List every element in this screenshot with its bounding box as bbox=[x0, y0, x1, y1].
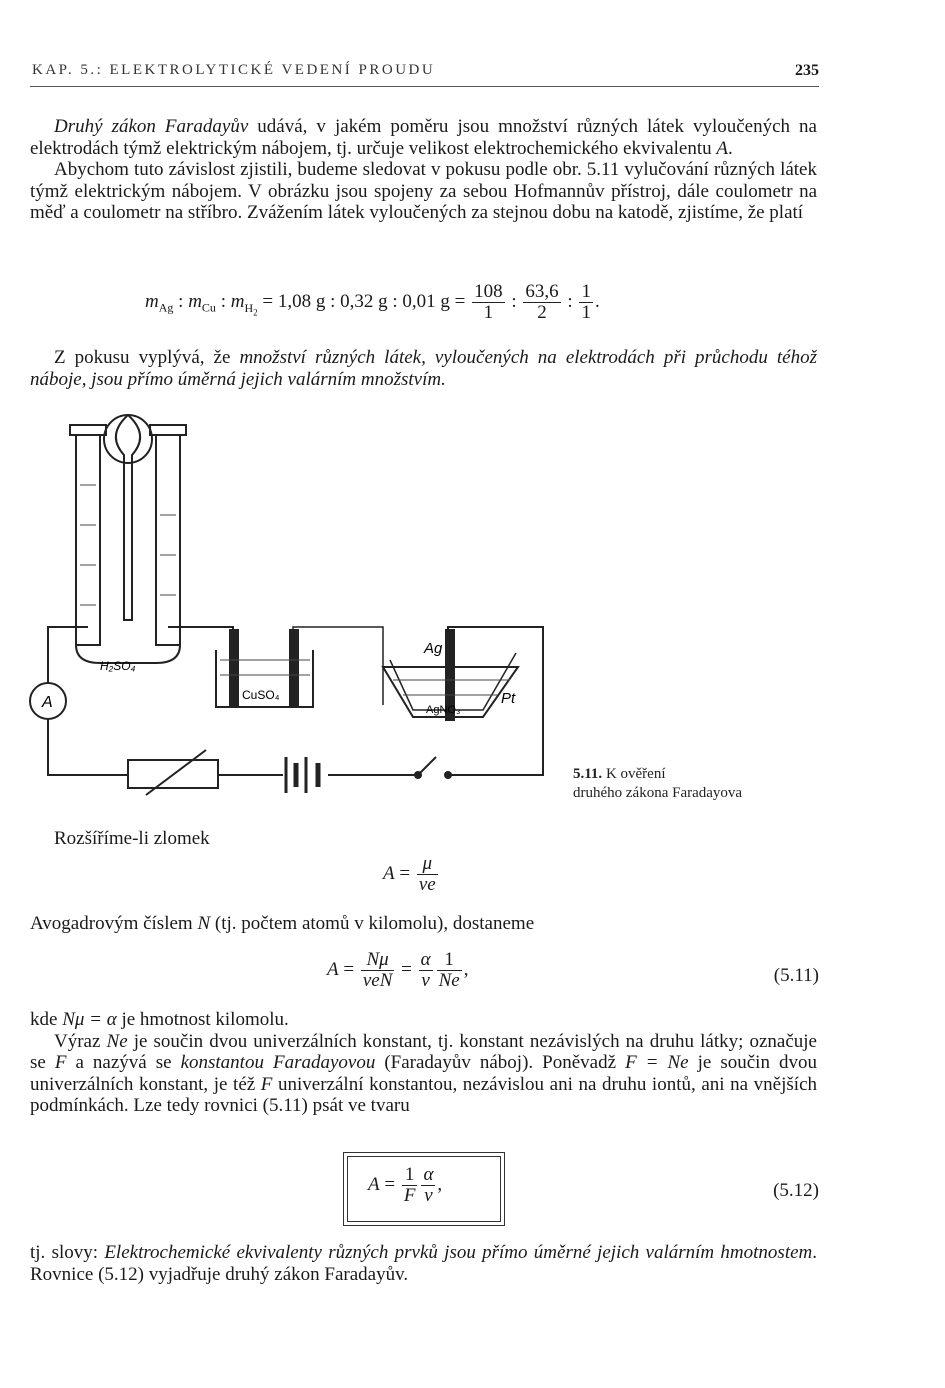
num: α bbox=[423, 1164, 434, 1185]
p5-rest: (tj. počtem atomů v kilomolu), dostaneme bbox=[210, 913, 535, 934]
reservoir bbox=[116, 415, 140, 620]
t: je součin dvou univerzálních konstant, tj. konstant nezávislých na druhu látky; označuje se bbox=[30, 1030, 817, 1073]
num: Nμ bbox=[361, 950, 395, 971]
comma: , bbox=[463, 958, 469, 980]
sep: : bbox=[562, 290, 578, 312]
sub-2: 2 bbox=[253, 307, 258, 318]
t: je součin dvou univerzálních konstant, je též bbox=[30, 1052, 817, 1095]
equation-a-mu: A = $\frac{\mu}{ve}$ bbox=[383, 853, 436, 895]
t: Ne bbox=[106, 1030, 128, 1052]
t: F bbox=[54, 1052, 67, 1073]
fraction bbox=[419, 950, 433, 991]
p3-italic: množství různých látek, vyloučených na elektrodách při průchodu téhož náboje, jsou přímo úměrná jejich valárním množstvím. bbox=[30, 347, 817, 390]
caption-number: 5.11. bbox=[573, 766, 603, 782]
num: 1 bbox=[581, 281, 591, 302]
electrode-cu-2 bbox=[290, 630, 298, 705]
num: 1 bbox=[437, 950, 462, 971]
den: ve bbox=[418, 874, 436, 895]
a: A bbox=[368, 1173, 380, 1195]
p6-expr: Nμ = α bbox=[62, 1009, 117, 1030]
header-rule bbox=[30, 86, 819, 87]
den: 1 bbox=[483, 302, 494, 323]
p8-italic: Elektrochemické ekvivalenty různých prvků jsou přímo úměrné jejich valárním hmotnostem bbox=[104, 1242, 813, 1263]
m-cu: m bbox=[188, 290, 202, 312]
p8-start: tj. slovy: bbox=[30, 1242, 105, 1263]
num: μ bbox=[417, 854, 438, 875]
paragraph-1-text: udává, v jakém poměru jsou množství různých látek vyloučených na elektrodách týmž elektrickým nábojem, tj. určuje velikost elektrochemického ekvivalentu bbox=[30, 116, 817, 159]
fraction-mu-ve bbox=[417, 854, 438, 895]
den: 1 bbox=[581, 302, 591, 323]
equation-mass-ratio bbox=[145, 282, 600, 323]
sub-cu: Cu bbox=[201, 300, 216, 315]
t: (Faradayův náboj). Poněvadž bbox=[375, 1052, 626, 1073]
stopcock-right bbox=[150, 425, 186, 435]
paragraph-3 bbox=[30, 347, 817, 390]
num: 63,6 bbox=[525, 281, 559, 302]
running-header: KAP. 5.: ELEKTROLYTICKÉ VEDENÍ PROUDU bbox=[32, 62, 436, 78]
term-faraday-law: Druhý zákon Faradayův bbox=[54, 116, 249, 137]
sub-h: H bbox=[244, 300, 254, 315]
period: . bbox=[594, 290, 600, 312]
den: 2 bbox=[537, 302, 547, 323]
label-cuso4: CuSO₄ bbox=[242, 688, 280, 702]
p8-end: . Rovnice (5.12) vyjadřuje druhý zákon Faradayův. bbox=[30, 1242, 818, 1285]
mass-values: 1,08 g : 0,32 g : 0,01 g bbox=[277, 290, 450, 312]
den: v bbox=[424, 1185, 433, 1206]
fraction bbox=[437, 950, 462, 991]
t: univerzální konstantou, nezávislou ani na druhu iontů, ani na vnějších podmínkách. Lze tedy rovnici (5.11) psát ve tvaru bbox=[30, 1073, 818, 1116]
t: F bbox=[260, 1073, 273, 1095]
figure-caption bbox=[573, 765, 742, 803]
comma: , bbox=[437, 1173, 443, 1195]
den: Ne bbox=[438, 970, 460, 991]
den: F bbox=[403, 1185, 416, 1206]
sep: : bbox=[173, 290, 189, 312]
num: 108 bbox=[474, 281, 503, 302]
p5-start: Avogadrovým číslem bbox=[30, 913, 198, 934]
den: v bbox=[421, 970, 430, 991]
equation-number-5-11: (5.11) bbox=[773, 965, 819, 986]
symbol-a: A bbox=[716, 137, 729, 159]
label-agno3: AgNO₃ bbox=[426, 704, 461, 716]
t: F = Ne bbox=[625, 1052, 689, 1073]
figure-circuit bbox=[28, 405, 568, 800]
label-ammeter: A bbox=[42, 694, 53, 711]
paragraph-1 bbox=[30, 116, 817, 159]
fraction bbox=[361, 950, 395, 991]
equals: = bbox=[449, 290, 471, 312]
paragraph-4 bbox=[30, 828, 817, 850]
p3-start: Z pokusu vyplývá, že bbox=[54, 347, 240, 368]
a: A bbox=[383, 862, 395, 884]
label-pt: Pt bbox=[501, 690, 516, 707]
p6-start: kde bbox=[30, 1009, 63, 1030]
electrode-cu-1 bbox=[230, 630, 238, 705]
paragraph-7 bbox=[30, 1031, 817, 1117]
caption-line-2: druhého zákona Faradayova bbox=[573, 785, 743, 801]
fraction bbox=[421, 1165, 435, 1206]
term-faraday-constant: konstantou Faradayovou bbox=[180, 1052, 376, 1073]
fraction-cu bbox=[523, 282, 560, 323]
sep: : bbox=[215, 290, 231, 312]
caption-line-1: K ověření bbox=[602, 766, 666, 782]
equals: = bbox=[257, 290, 278, 312]
m-ag: m bbox=[145, 290, 159, 312]
paragraphs-6-7 bbox=[30, 1009, 817, 1117]
intro-paragraphs bbox=[30, 116, 817, 224]
m-h2: m bbox=[230, 290, 245, 312]
fraction-ag bbox=[472, 282, 505, 323]
den: veN bbox=[362, 970, 393, 991]
right-tube bbox=[156, 435, 180, 645]
sep: : bbox=[506, 290, 522, 312]
paragraph-5 bbox=[30, 913, 817, 935]
symbol-n: N bbox=[197, 913, 211, 934]
p4-text: Rozšíříme-li zlomek bbox=[54, 828, 210, 849]
num: 1 bbox=[402, 1165, 418, 1186]
equation-number-5-12: (5.12) bbox=[773, 1180, 819, 1201]
stopcock-left bbox=[70, 425, 106, 435]
num: α bbox=[420, 949, 431, 970]
left-tube bbox=[76, 435, 100, 645]
period: . bbox=[728, 137, 733, 159]
t: Výraz bbox=[54, 1030, 107, 1052]
equation-5-12: A = $\frac{1}{F}$ $\frac{\alpha}{v}$ , bbox=[368, 1164, 443, 1206]
label-ag: Ag bbox=[424, 640, 443, 657]
paragraph-2: Abychom tuto závislost zjistili, budeme sledovat v pokusu podle obr. 5.11 vylučování různých látek týmž elektrickým nábojem. V obrázku jsou spojeny za sebou Hofmannův přístroj, dále coulometr na měď a coulometr na stříbro. Zvážením látek vyloučených za stejnou dobu na katodě, zjistíme, že platí bbox=[30, 159, 817, 223]
t: a nazývá se bbox=[66, 1052, 181, 1073]
label-h2so4: H₂SO₄ bbox=[100, 659, 136, 673]
p6-rest: je hmotnost kilomolu. bbox=[116, 1009, 289, 1030]
reservoir-bulb bbox=[104, 415, 152, 463]
fraction-h bbox=[579, 282, 593, 323]
fraction bbox=[402, 1165, 418, 1206]
equation-5-11: A = $\frac{N\mu}{\text{veN}}$ = $\frac{\alpha}{v}$ $\frac{1}{Ne}$ , bbox=[327, 949, 469, 991]
sub-ag: Ag bbox=[158, 300, 174, 315]
page-number: 235 bbox=[795, 62, 819, 79]
paragraph-8 bbox=[30, 1242, 817, 1285]
a: A bbox=[327, 958, 339, 980]
